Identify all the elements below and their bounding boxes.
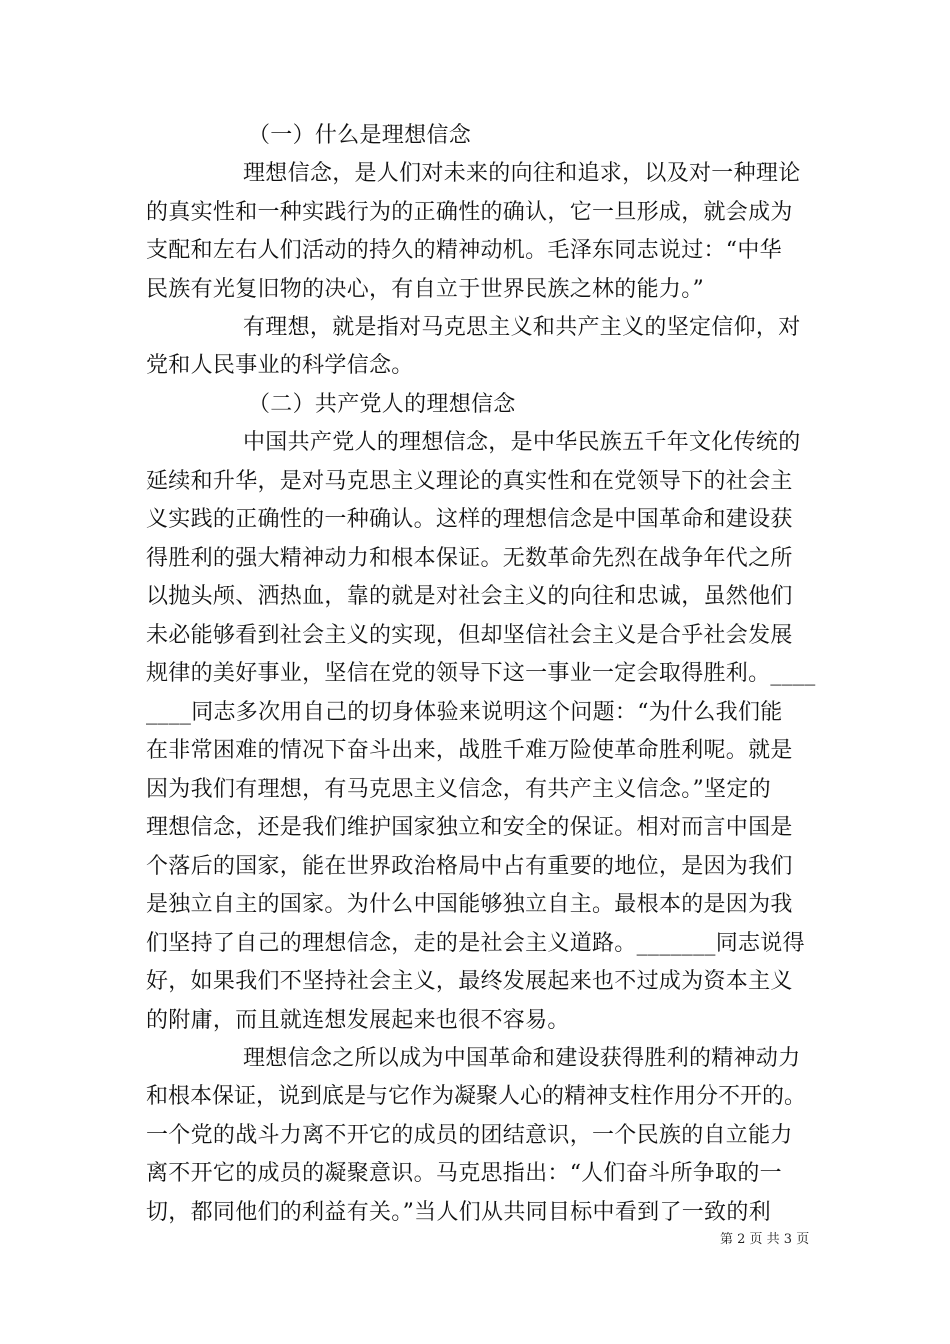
paragraph-line: 支配和左右人们活动的持久的精神动机。毛泽东同志说过：“中华 [146,238,782,263]
paragraph-line: 们坚持了自己的理想信念，走的是社会主义道路。_______同志说得 [146,931,805,956]
paragraph-line: 的真实性和一种实践行为的正确性的确认，它一旦形成，就会成为 [146,200,793,225]
paragraph-line: 理想信念之所以成为中国革命和建设获得胜利的精神动力 [243,1046,801,1071]
paragraph-line: 得胜利的强大精神动力和根本保证。无数革命先烈在战争年代之所 [146,546,793,571]
paragraph-line: 有理想，就是指对马克思主义和共产主义的坚定信仰，对 [243,315,801,340]
paragraph-line: 以抛头颅、洒热血，靠的就是对社会主义的向往和忠诚，虽然他们 [146,584,793,609]
paragraph-line: 和根本保证，说到底是与它作为凝聚人心的精神支柱作用分不开的。 [146,1084,807,1109]
paragraph-line: ____同志多次用自己的切身体验来说明这个问题：“为什么我们能 [146,700,783,725]
paragraph-line: 切，都同他们的利益有关。”当人们从共同目标中看到了一致的利 [146,1200,771,1225]
section-heading: （一）什么是理想信念 [248,123,472,148]
paragraph-line: 党和人民事业的科学信念。 [146,353,414,378]
paragraph-line: 延续和升华，是对马克思主义理论的真实性和在党领导下的社会主 [146,469,793,494]
paragraph-line: 一个党的战斗力离不开它的成员的团结意识，一个民族的自立能力 [146,1123,793,1148]
paragraph-line: 规律的美好事业，坚信在党的领导下这一事业一定会取得胜利。____ [146,661,816,686]
paragraph-line: 的附庸，而且就连想发展起来也很不容易。 [146,1008,570,1033]
paragraph-line: 因为我们有理想，有马克思主义信念，有共产主义信念。”坚定的 [146,777,771,802]
paragraph-line: 民族有光复旧物的决心，有自立于世界民族之林的能力。” [146,277,705,302]
paragraph-line: 是独立自主的国家。为什么中国能够独立自主。最根本的是因为我 [146,892,793,917]
paragraph-line: 中国共产党人的理想信念，是中华民族五千年文化传统的 [243,430,801,455]
paragraph-line: 好，如果我们不坚持社会主义，最终发展起来也不过成为资本主义 [146,969,793,994]
page-number: 第 2 页 共 3 页 [720,1232,810,1247]
paragraph-line: 在非常困难的情况下奋斗出来，战胜千难万险使革命胜利呢。就是 [146,738,793,763]
section-heading: （二）共产党人的理想信念 [248,392,516,417]
paragraph-line: 义实践的正确性的一种确认。这样的理想信念是中国革命和建设获 [146,507,793,532]
paragraph-line: 理想信念，还是我们维护国家独立和安全的保证。相对而言中国是 [146,815,793,840]
paragraph-line: 离不开它的成员的凝聚意识。马克思指出：“人们奋斗所争取的一 [146,1161,782,1186]
paragraph-line: 理想信念，是人们对未来的向往和追求，以及对一种理论 [243,161,801,186]
paragraph-line: 个落后的国家，能在世界政治格局中占有重要的地位，是因为我们 [146,854,793,879]
paragraph-line: 未必能够看到社会主义的实现，但却坚信社会主义是合乎社会发展 [146,623,793,648]
